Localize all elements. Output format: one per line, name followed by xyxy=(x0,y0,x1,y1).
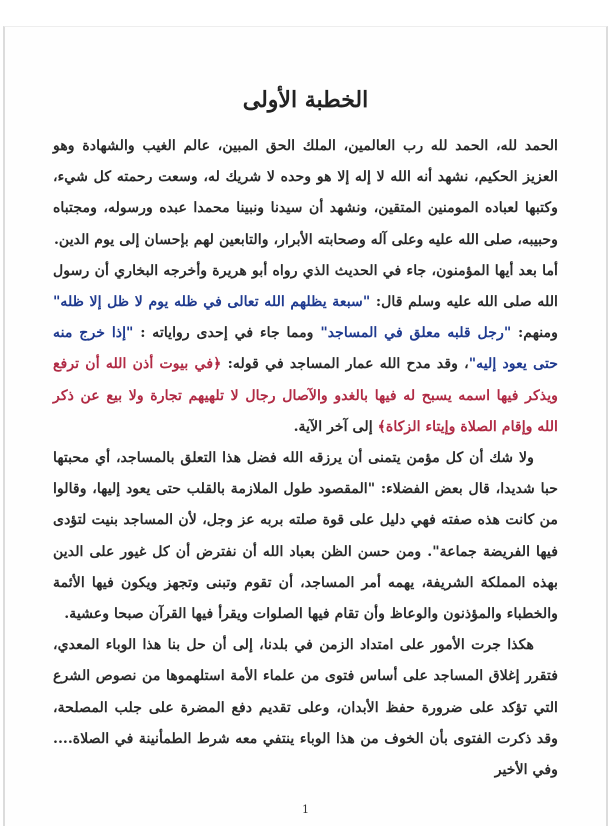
page-number: 1 xyxy=(302,803,309,816)
page-title: الخطبة الأولى xyxy=(242,87,369,113)
sermon-body xyxy=(53,131,558,786)
quran-verse: ﴿في بيوت أذن الله أن ترفع ويذكر فيها اسمه يسبح له فيها بالغدو والآصال رجال لا تلهيهم تجارة ولا بيع عن ذكر الله وإقام الصلاة وإيتاء الزكاة﴾ xyxy=(53,356,558,435)
paragraph-mosque-attachment: ولا شك أن كل مؤمن يتمنى أن يرزقه الله فضل هذا التعلق بالمساجد، أي محبتها حبا شديدا، قال بعض الفضلاء: "المقصود طول الملازمة بالقلب حتى يعود إليها، وقالوا من كانت هذه صفته فهي دليل على قوة صلته بربه عز وجل، لأن المساجد بنيت لتؤدى فيها الفريضة جماعة". ومن حسن الظن بعباد الله أن نفترض أن كل غيور على الدين بهذه المملكة الشريفة، يهمه أمر المساجد، أن تقوم وتبنى وتجهز ويكون فيها الأئمة والخطباء والمؤذنون والوعاظ وأن تقام فيها الصلوات ويقرأ فيها القرآن صبحا وعشية. xyxy=(53,450,558,623)
hadith-narration-text: ومما جاء في إحدى رواياته : xyxy=(133,325,321,342)
paragraph-opening-praise: الحمد لله، الحمد لله رب العالمين، الملك الحق المبين، عالم الغيب والشهادة وهو العزيز الحكيم، نشهد أنه الله لا إله إلا هو وحده لا شريك له، وسعت رحمته كل شيء، وكتبها لعباده المومنين المتقين، ونشهد أن سيدنا ونبينا محمدا عبده ورسوله، ومجتباه وحبيبه، صلى الله عليه وعلى آله وصحابته الأبرار، والتابعين لهم بإحسان إلى يوم الدين. xyxy=(53,138,558,248)
paragraph-epidemic: هكذا جرت الأمور على امتداد الزمن في بلدنا، إلى أن حل بنا هذا الوباء المعدي، فتقرر إغلاق المساجد على أساس فتوى من علماء الأمة استلهموها من نصوص الشرع التي تؤكد على ضرورة حفظ الأبدان، وعلى تقديم دفع المضرة على جلب المصلحة، وقد ذكرت الفتوى بأن الخوف من هذا الوباء ينتفي معه شرط الطمأنينة في الصلاة.... وفي الأخير xyxy=(53,637,558,779)
quran-intro-text: ، وقد مدح الله عمار المساجد في قوله: xyxy=(221,356,469,373)
hadith-quote-leaves-returns: "إذا خرج منه حتى يعود إليه" xyxy=(53,325,558,373)
hadith-quote-seven-shaded: "سبعة يظلهم الله تعالى في ظله يوم لا ظل إلا ظله" xyxy=(53,294,371,311)
paragraph-hadith xyxy=(53,256,558,443)
verse-ending-text: إلى آخر الآية. xyxy=(293,418,378,435)
hadith-intro-text: أما بعد أيها المؤمنون، جاء في الحديث الذي رواه أبو هريرة وأخرجه البخاري أن رسول الله صلى الله عليه وسلم قال: xyxy=(53,262,558,311)
hadith-quote-heart-attached: "رجل قلبه معلق في المساجد" xyxy=(320,325,512,342)
document-page xyxy=(3,26,608,826)
hadith-connector-text: ومنهم: xyxy=(511,325,558,342)
